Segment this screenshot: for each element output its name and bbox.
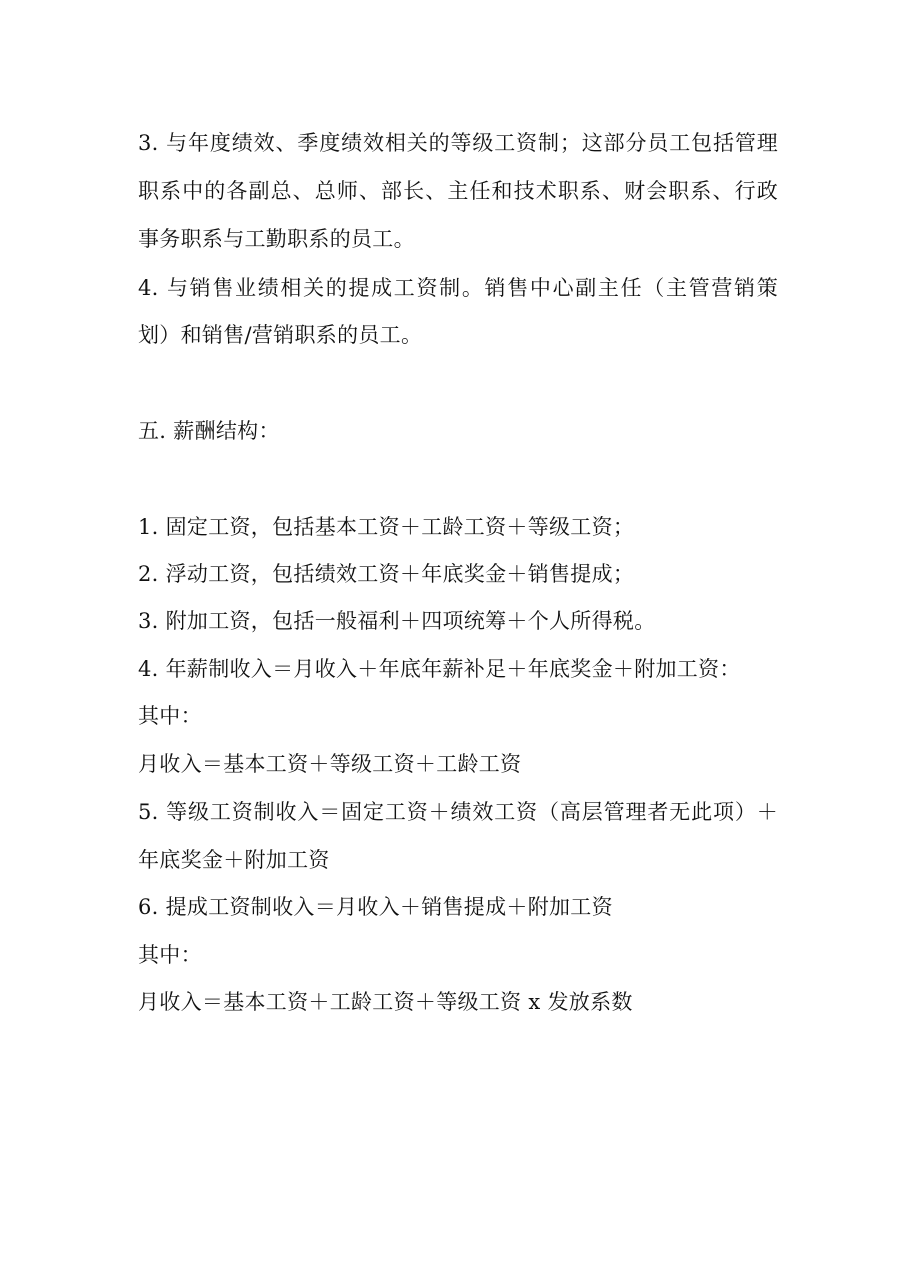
paragraph-line: 其中： <box>138 704 202 728</box>
formula-line: 月收入＝基本工资＋工龄工资＋等级工资 x 发放系数 <box>138 990 633 1014</box>
section-heading: 五. 薪酬结构： <box>138 419 280 443</box>
paragraph-line: 划）和销售/营销职系的员工。 <box>138 323 423 347</box>
list-item: 5. 等级工资制收入＝固定工资＋绩效工资（高层管理者无此项）＋ <box>138 800 778 824</box>
paragraph-line: 事务职系与工勤职系的员工。 <box>138 227 415 251</box>
list-item: 2. 浮动工资，包括绩效工资＋年底奖金＋销售提成； <box>138 562 635 586</box>
formula-line: 月收入＝基本工资＋等级工资＋工龄工资 <box>138 752 522 776</box>
paragraph-line: 3. 与年度绩效、季度绩效相关的等级工资制；这部分员工包括管理 <box>138 131 778 155</box>
list-item: 6. 提成工资制收入＝月收入＋销售提成＋附加工资 <box>138 895 613 919</box>
list-item: 4. 年薪制收入＝月收入＋年底年薪补足＋年底奖金＋附加工资： <box>138 657 741 681</box>
list-item: 1. 固定工资，包括基本工资＋工龄工资＋等级工资； <box>138 515 635 539</box>
paragraph-line: 职系中的各副总、总师、部长、主任和技术职系、财会职系、行政 <box>138 179 778 203</box>
paragraph-line: 其中： <box>138 943 202 967</box>
paragraph-line: 年底奖金＋附加工资 <box>138 848 330 872</box>
paragraph-line: 4. 与销售业绩相关的提成工资制。销售中心副主任（主管营销策 <box>138 276 778 300</box>
list-item: 3. 附加工资，包括一般福利＋四项统筹＋个人所得税。 <box>138 609 656 633</box>
